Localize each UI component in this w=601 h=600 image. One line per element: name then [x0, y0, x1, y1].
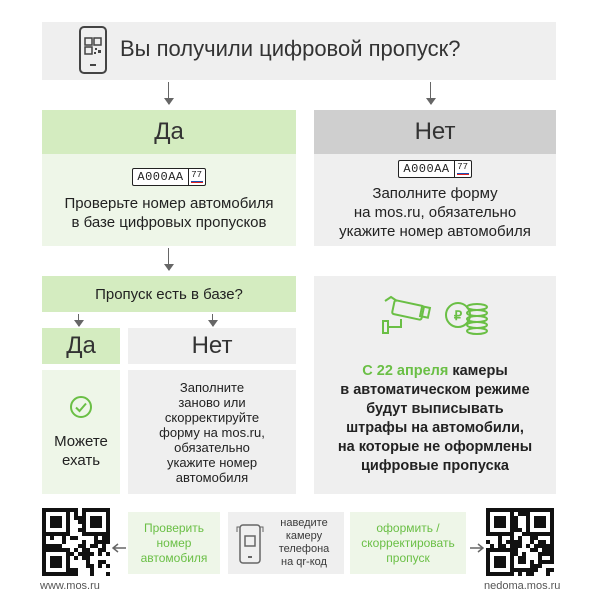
license-plate: А000АА 77: [398, 160, 471, 178]
sub-no-header: [128, 328, 296, 364]
sub-no-body: [128, 370, 296, 494]
no-body: [314, 154, 556, 246]
qr-code-right[interactable]: [486, 508, 554, 576]
refill-line: укажите номер: [166, 454, 258, 470]
check-number-button[interactable]: Проверить номер автомобиля: [128, 512, 220, 574]
fines-date: С 22 апреля: [362, 362, 449, 379]
sub-yes-label: Да: [66, 332, 96, 359]
fill-text-line2: на mos.ru, обязательно: [353, 203, 517, 221]
arrow-down: [168, 248, 169, 270]
refill-line: форму на mos.ru,: [159, 424, 265, 440]
svg-text:₽: ₽: [453, 307, 463, 323]
arrow-down: [168, 82, 169, 104]
arrow-right-icon: [470, 540, 484, 550]
refill-line: Заполните: [179, 379, 245, 395]
check-circle-icon: [69, 395, 93, 424]
refill-line: скорректируйте: [164, 409, 260, 425]
refill-line: автомобиля: [175, 469, 249, 485]
question-text: Пропуск есть в базе?: [95, 285, 243, 303]
yes-label: Да: [154, 118, 184, 145]
camera-icon: [381, 295, 433, 342]
refill-line: заново или: [178, 394, 246, 410]
arrow-left-icon: [112, 540, 126, 550]
arrow-down: [430, 82, 431, 104]
fines-line: штрафы на автомобили,: [346, 419, 524, 436]
arrow-down: [78, 314, 79, 326]
question-box: [42, 276, 296, 312]
fill-text-line1: Заполните форму: [372, 184, 498, 202]
no-label: Нет: [414, 118, 456, 145]
left-url[interactable]: www.mos.ru: [40, 580, 100, 592]
fines-line: будут выписывать: [366, 400, 504, 417]
refill-line: обязательно: [174, 439, 250, 455]
license-plate: А000АА 77: [132, 168, 205, 186]
check-text-line1: Проверьте номер автомобиля: [64, 195, 274, 212]
yes-header: [42, 110, 296, 154]
issue-pass-button[interactable]: оформить / скорректировать пропуск: [350, 512, 466, 574]
coins-icon: [443, 295, 489, 342]
arrow-down: [212, 314, 213, 326]
fines-line: на которые не оформлены: [337, 438, 533, 455]
right-url[interactable]: nedoma.mos.ru: [484, 580, 561, 592]
sub-no-label: Нет: [191, 332, 233, 359]
sub-yes-header: [42, 328, 120, 364]
check-text-line2: в базе цифровых пропусков: [71, 214, 267, 231]
fill-text-line3: укажите номер автомобиля: [339, 222, 531, 240]
no-header: [314, 110, 556, 154]
fines-line: в автоматическом режиме: [340, 381, 530, 398]
fines-box: ₽ С 22 апреля камеры в автоматическом режиме будут выписывать штрафы на автомобили, на которые не оформлены цифровые пропуска: [314, 276, 556, 494]
phone-scan-icon: [236, 524, 264, 564]
camera-hint-text: наведите камеру телефона на qr-код: [278, 517, 330, 568]
header-title: Вы получили цифровой пропуск?: [120, 36, 461, 61]
yes-body: [42, 154, 296, 246]
qr-code-left[interactable]: [42, 508, 110, 576]
fines-line: цифровые пропуска: [361, 457, 509, 474]
can-go-line1: Можете: [54, 432, 108, 450]
phone-qr-icon: [78, 26, 108, 74]
sub-yes-body: [42, 370, 120, 494]
can-go-line2: ехать: [61, 451, 101, 469]
